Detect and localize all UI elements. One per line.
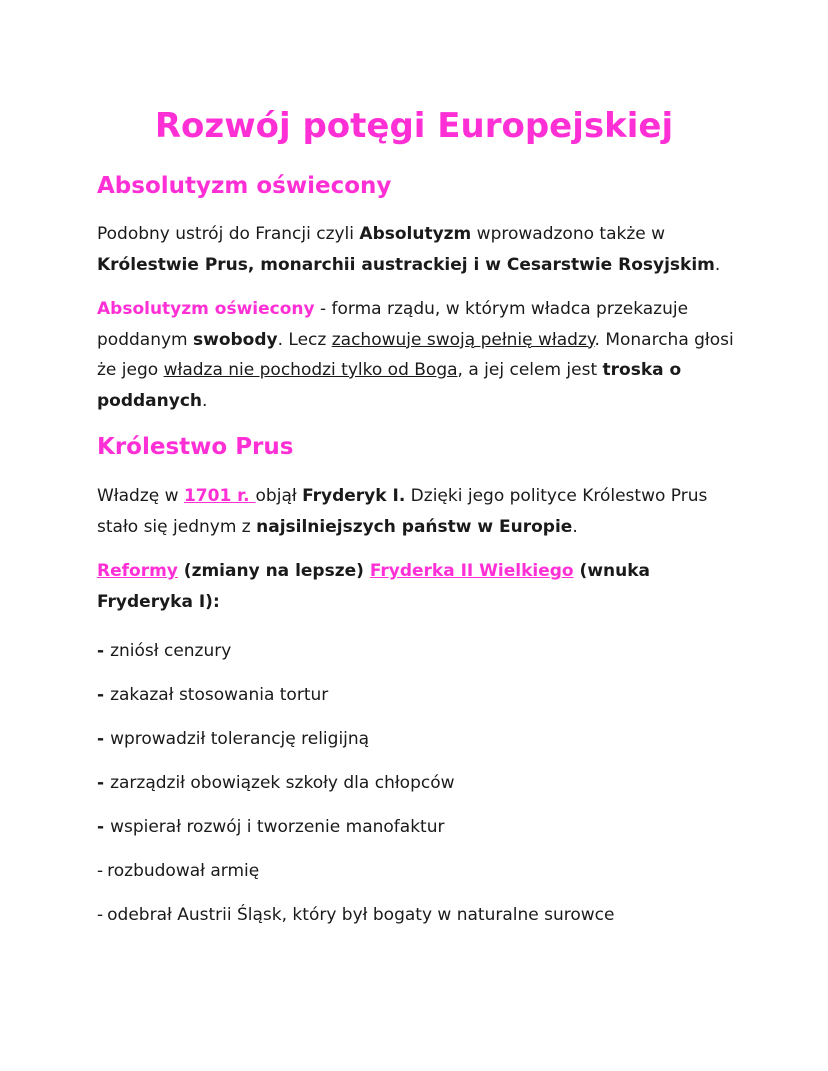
page-title: Rozwój potęgi Europejskiej [154,106,674,146]
text: wprowadzono także w [471,224,666,244]
list-item-text: rozbudował armię [107,861,260,881]
text: . Monarcha głosi że jego [97,329,734,380]
text: . Lecz [277,329,332,350]
bold-troska: troska o poddanych [97,360,682,411]
reformy-link: Reformy [97,561,178,581]
bold-swobody: swobody [193,329,278,350]
text: , a jej celem jest [457,360,603,380]
text: Władzę w [97,486,184,506]
list-item: - wprowadził tolerancję religijną [97,729,370,749]
paragraph-reformy [97,556,737,617]
fryderyk-ii-link: Fryderka II Wielkiego [369,561,574,581]
list-item: - zakazał stosowania tortur [97,685,329,705]
list-item: - odebrał Austrii Śląsk, który był bogaty w naturalne surowce [97,905,615,925]
reform-list [97,629,614,937]
heading-absolutyzm-oswiecony: Absolutyzm oświecony [97,173,392,199]
paragraph-fryderyk-i [97,481,737,542]
text: Dzięki jego polityce Królestwo Prus stało się jednym z [97,486,708,537]
paragraph-definition [97,294,737,416]
bold-absolutyzm: Absolutyzm [359,224,472,244]
text: - forma rządu, w którym władca przekazuje poddanym [97,299,689,350]
bold-text: (wnuka Fryderyka I): [97,561,651,612]
bold-fryderyk-i: Fryderyk I. [302,486,406,506]
list-item-text: wspierał rozwój i tworzenie manofaktur [110,817,445,837]
bold-text: (zmiany na lepsze) [177,561,370,581]
underlined-wladza-od-boga: władza nie pochodzi tylko od Boga [163,360,458,380]
list-item-text: odebrał Austrii Śląsk, który był bogaty w naturalne surowce [107,905,615,925]
list-item: - zniósł cenzury [97,641,232,661]
list-item: - wspierał rozwój i tworzenie manofaktur [97,817,445,837]
text: . [202,390,208,411]
list-item-text: wprowadził tolerancję religijną [110,729,370,749]
text: objął [255,486,303,506]
bold-najsilniejszych: najsilniejszych państw w Europie [256,516,573,537]
underlined-pelnia-wladzy: zachowuje swoją pełnię władzy [331,329,595,350]
paragraph-absolutyzm-intro [97,219,737,280]
heading-krolestwo-prus: Królestwo Prus [97,434,294,460]
text: . [572,516,578,537]
list-item-text: zakazał stosowania tortur [110,685,329,705]
text: . [714,254,721,275]
list-item: - zarządził obowiązek szkoły dla chłopców [97,773,455,793]
list-item-text: zniósł cenzury [110,641,232,661]
list-item: - rozbudował armię [97,861,260,881]
bold-countries: Królestwie Prus, monarchii austrackiej i w Cesarstwie Rosyjskim [97,254,715,275]
year-1701: 1701 r. [183,486,256,506]
list-item-text: zarządził obowiązek szkoły dla chłopców [110,773,455,793]
text: Podobny ustrój do Francji czyli [97,224,360,244]
term-absolutyzm-oswiecony: Absolutyzm oświecony [97,299,315,319]
